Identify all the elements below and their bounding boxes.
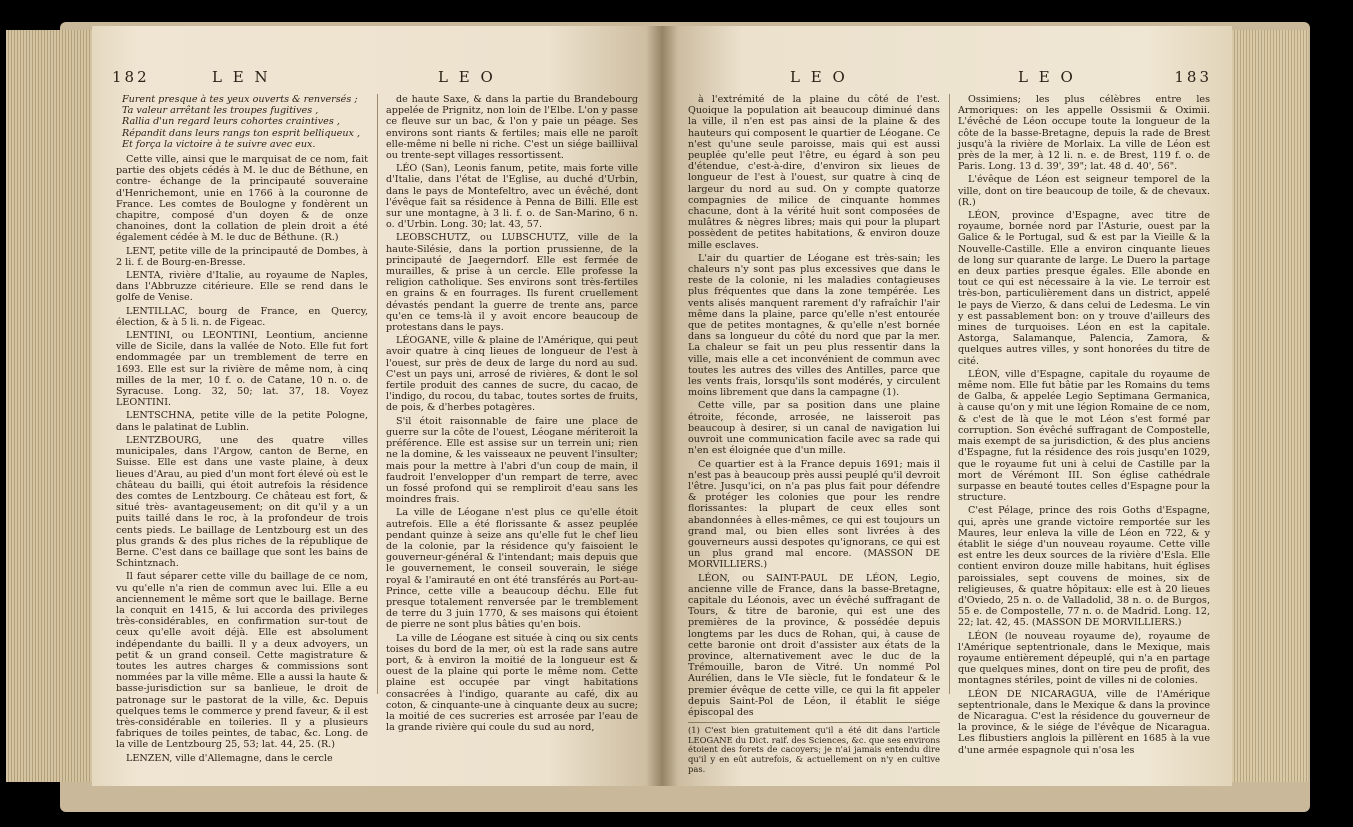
column-divider	[377, 94, 378, 694]
entry-leon-province: LÉON, province d'Espagne, avec titre de royaume, bornée nord par l'Asturie, ouest par la Galice & le Portugal, sud & est par la Vieille & la Nouvelle-Castille. Elle a environ cinquante lieues de long sur quarante de large. Le Duero la partage en deux parties presque égales. Elle abonde en tout ce qui est nécessaire à la vie. Le terroir est très-bon, particulièrement dans un district, appelé le pays de Vierzo, & dans celui de Ledesma. Le vin y est passablement bon: on y trouve d'ailleurs des mines de turquoises. Léon en est la capitale. Astorga, Salamanque, Palencia, Zamora, & quelques autres villes, y sont honorées du titre de cité.	[958, 210, 1210, 367]
paragraph: Cette ville, par sa position dans une plaine étroite, féconde, arrosée, ne laisseroit pas beaucoup à desirer, si un canal de navigation lui ouvroit une communication facile avec sa rade qui n'en est éloignée que d'un mille.	[688, 400, 940, 457]
paragraph: L'air du quartier de Léogane est très-sain; les chaleurs n'y sont pas plus excessives que dans le reste de la colonie, ni les maladies contagieuses plus fréquentes que dans la zone tempérée. Les vents alisés manquent rarement d'y rafraîchir l'air même dans la plaine, parce qu'elle n'est entourée que de petites montagnes, & qu'elle n'est bornée dans sa longueur du côté du nord que par la mer. La chaleur se fait un peu plus ressentir dans la ville, mais elle a cet inconvénient de commun avec toutes les autres des villes des Antilles, parce que les vents frais, lorsqu'ils sont modérés, y circulent moins librement que dans la campagne (1).	[688, 252, 940, 399]
right-column-a	[688, 94, 940, 774]
left-page	[92, 26, 662, 786]
entry-lentzbourg: LENTZBOURG, une des quatre villes municipales, dans l'Argow, canton de Berne, en Suisse. Elle est dans une vaste plaine, à deux lieues d'Arau, au pied d'un mont fort élevé où est le château du bailli, qui étoit autrefois la résidence des comtes de Lentzbourg. Ce château est fort, & situé très- avantageusement; on dit qu'il y a un puits taillé dans le roc, à la profondeur de trois cents pieds. Le baillage de Lentzbourg est un des plus grands & des plus riches de la république de Berne. C'est dans ce baillage que sont les bains de Schintznach.	[116, 434, 368, 570]
paragraph: Ossimiens; les plus célèbres entre les Armoriques: on les appelle Ossismii & Oximii. L'évêché de Léon occupe toute la longueur de la côte de la basse-Bretagne, depuis la rade de Brest jusqu'à la rivière de Morlaix. La ville de Léon est près de la mer, à 12 li. n. e. de Brest, 119 f. o. de Paris. Long. 13 d. 39', 39"; lat. 48 d. 40', 56".	[958, 94, 1210, 173]
entry-lentschna: LENTSCHNA, petite ville de la petite Pologne, dans le palatinat de Lublin.	[116, 410, 368, 433]
entry-lent: LENT, petite ville de la principauté de Dombes, à 2 li. f. de Bourg-en-Bresse.	[116, 245, 368, 268]
entry-leon-ville: LÉON, ville d'Espagne, capitale du royaume de même nom. Elle fut bâtie par les Romains du tems de Galba, & appelée Legio Septimana Germanica, à cause qu'on y mit une légion Romaine de ce nom, & c'est de là que le mot Léon s'est formé par corruption. Son évêché suffragant de Compostelle, mais exempt de sa jurisdiction, & des plus anciens d'Espagne, fut la résidence des rois jusqu'en 1029, que le royaume fut uni à celui de Castille par la mort de Vérémont III. Son église cathédrale surpasse en beauté toutes celles d'Espagne pour la structure.	[958, 368, 1210, 504]
entry-leon-de-nicaragua: LÉON DE NICARAGUA, ville de l'Amérique septentrionale, dans le Mexique & dans la province de Nicaragua. C'est la résidence du gouverneur de la province, & le siége de l'évêque de Nicaragua. Les flibustiers anglois la pillèrent en 1685 à la vue d'une armée espagnole qui n'osa les	[958, 688, 1210, 756]
paragraph: Ce quartier est à la France depuis 1691; mais il n'est pas à beaucoup près aussi peuplé qu'il devroit l'être. Jusqu'ici, on n'a pas plus fait pour défendre & protéger les colonies que pour les rendre florissantes: la plupart de ceux elles sont abandonnées à elles-mêmes, ce qui est toujours un grand mal, ou bien elles sont livrées à des gouverneurs aussi despotes qu'ignorans, ce qui est un plus grand mal encore. (MASSON DE MORVILLIERS.)	[688, 458, 941, 571]
entry-lentillac: LENTILLAC, bourg de France, en Quercy, élection, & à 5 li. n. de Figeac.	[116, 305, 368, 328]
paragraph: Il faut séparer cette ville du baillage de ce nom, vu qu'elle n'a rien de commun avec lui. Elle a eu anciennement le même sort que le baillage. Berne la conquit en 1415, & lui accorda des privileges très-considérables, en confirmation sur-tout de ceux qu'elle avoit déjà. Elle est absolument indépendante du bailli. Il y a deux advoyers, un petit & un grand conseil. Cette magistrature & toutes les autres charges & commissions sont nommées par la ville même. Elle a aussi la haute & basse-jurisdiction sur sa banlieue, le droit de patronage sur le pastorat de la ville, &c. Depuis quelques tems le commerce y prend faveur, & il est très-considérable en toileries. Il y a plusieurs fabriques de toiles peintes, de tabac, &c. Long. de la ville de Lentzbourg 25, 53; lat. 44, 25. (R.)	[116, 571, 368, 751]
footnote: (1) C'est bien gratuitement qu'il a été dit dans l'article LEOGANE du Dict. raif. des Sciences, &c. que ses environs étoient des forets de cacoyers; je n'ai jamais entendu dire qu'il y en eût autrefois, & actuellement on n'y en cultive pas.	[688, 722, 940, 774]
paragraph: à l'extrémité de la plaine du côté de l'est. Quoique la population ait beaucoup diminué dans la ville, il n'en est pas ainsi de la plaine & des hauteurs qui composent le quartier de Léogane. Ce n'est qu'une seule paroisse, mais qui est aussi peuplée qu'elle peut l'être, eu égard à son peu d'étendue, c'est-à-dire, d'environ six lieues de longueur de l'est à l'ouest, sur quatre à cinq de largeur du nord au sud. On y compte quatorze compagnies de milice de cinquante hommes chacune, dont à la vérité huit sont composées de mulâtres & nègres libres; mais qui pour la plupart possèdent de petites habitations, & environ douze mille esclaves.	[688, 94, 940, 251]
entry-lenzen: LENZEN, ville d'Allemagne, dans le cercle	[126, 752, 333, 764]
left-column-a	[116, 94, 368, 766]
paragraph: de haute Saxe, & dans la partie du Brandebourg appelée de Prignitz, non loin de l'Elbe. L'on y passe ce fleuve sur un bac, & l'on y paie un péage. Ses environs sont riants & fertiles; mais elle ne paroît elle-même ni belle ni riche. C'est un siége bailliival ou trente-sept villages ressortissent.	[386, 94, 638, 162]
verse-line: Répandit dans leurs rangs ton esprit belliqueux ,	[122, 127, 361, 139]
entry-leon-saint-paul: LÉON, ou SAINT-PAUL DE LÉON, Legio, ancienne ville de France, dans la basse-Bretagne, capitale du Léonois, avec un évêché suffragant de Tours, & titre de baronie, qui est une des premières de la province, & possédée depuis longtems par les ducs de Rohan, qui, à cause de cette baronie ont droit d'assister aux états de la province, alternativement avec le duc de la Trémouille, baron de Vitré. Un nommé Pol Aurélien, dans le VIe siècle, fut le fondateur & le premier évêque de cette ville, ce qui la fit appeler depuis Saint-Pol de Léon, il établit le siége épiscopal des	[688, 572, 940, 718]
verse-line: Et força la victoire à te suivre avec eux.	[122, 138, 316, 150]
entry-leobschutz: LEOBSCHUTZ, ou LUBSCHUTZ, ville de la haute-Silésie, dans la portion prussienne, de la principauté de Jaegerndorf. Elle est fermée de murailles, & prise à un cercle. Elle professe la religion catholique. Ses environs sont très-fertiles en grains & en fourrages. Ils furent cruellement dévastés pendant la guerre de trente ans, parce qu'en ce tems-là il y avoit encore beaucoup de protestans dans le pays.	[386, 232, 638, 334]
left-column-b	[386, 94, 638, 735]
poem-verse	[116, 94, 368, 150]
entry-leogane: LÉOGANE, ville & plaine de l'Amérique, qui peut avoir quatre à cinq lieues de longueur de l'est à l'ouest, sur près de deux de large du nord au sud. C'est un pays uni, arrosé de rivières, & dont le sol fertile produit des cannes de sucre, du cacao, de l'indigo, du rocou, du tabac, toutes sortes de fruits, de pois, & d'herbes potagères.	[386, 335, 638, 414]
verse-line: Furent presque à tes yeux ouverts & renversés ;	[122, 94, 358, 105]
right-page-header	[662, 68, 1232, 92]
left-columns	[92, 94, 662, 786]
paragraph: Cette ville, ainsi que le marquisat de ce nom, fait partie des objets cédés à M. le duc de Béthune, en contre- échange de la principauté souveraine d'Henrichemont, unie en 1766 à la couronne de France. Les comtes de Boulogne y fondèrent un chapitre, composé d'un doyen & de onze chanoines, dont la collation de plein droit a été également cédée à M. le duc de Béthune. (R.)	[116, 154, 368, 244]
column-divider	[949, 94, 950, 694]
verse-line: Rallia d'un regard leurs cohortes craintives ,	[122, 116, 340, 128]
right-page	[662, 26, 1232, 786]
verse-line: Ta valeur arrêtant les troupes fugitives ,	[122, 105, 319, 117]
book-gutter	[646, 26, 678, 786]
right-page-number: 183	[1174, 68, 1212, 86]
left-page-number: 182	[112, 68, 150, 86]
paragraph: C'est Pélage, prince des rois Goths d'Espagne, qui, après une grande victoire remportée sur les Maures, leur enleva la ville de Léon en 722, & y établit le siége d'un nouveau royaume. Cette ville est entre les deux sources de la rivière d'Esla. Elle contient environ douze mille habitans, huit églises paroissiales, sept couvens de moines, six de religieuses, & quatre hôpitaux: elle est à 20 lieues d'Oviedo, 25 n. o. de Valladolid, 38 n. o. de Burgos, 55 e. de Compostelle, 77 n. o. de Madrid. Long. 12, 22; lat. 42, 45. (MASSON DE MORVILLIERS.)	[958, 505, 1210, 629]
entry-lenta: LENTA, rivière d'Italie, au royaume de Naples, dans l'Abbruzze citérieure. Elle se rend dans le golfe de Venise.	[116, 270, 368, 304]
paragraph: La ville de Léogane est située à cinq ou six cents toises du bord de la mer, où est la rade sans autre port, & à environ la moitié de la longueur est & ouest de la plaine qui porte le même nom. Cette plaine est occupée par vingt habitations consacrées à l'indigo, quarante au café, dix au coton, & cinquante-une à cinquante deux au sucre; la moitié de ces sucreries est arrosée par l'eau de la grande rivière qui coule du sud au nord,	[386, 632, 638, 734]
entry-lentini: LENTINI, ou LEONTINI, Leontium, ancienne ville de Sicile, dans la vallée de Noto. Elle fut fort endommagée par un tremblement de terre en 1693. Elle est sur la rivière de même nom, à cinq milles de la mer, 10 f. o. de Catane, 10 n. o. de Syracuse. Long. 32, 50; lat. 37, 18. Voyez LEONTINI.	[116, 330, 368, 409]
right-column-b	[958, 94, 1210, 758]
entry-leo-san: LÉO (San), Leonis fanum, petite, mais forte ville d'Italie, dans l'état de l'Eglise, au duché d'Urbin, dans le pays de Montefeltro, avec un évêché, dont l'évêque fait sa résidence à Penna de Billi. Elle est sur une montagne, à 3 li. f. o. de San-Marino, 6 n. o. d'Urbin. Long. 30; lat. 43, 57.	[386, 163, 638, 231]
right-columns	[662, 94, 1232, 786]
left-page-header	[92, 68, 662, 92]
paragraph: L'évêque de Léon est seigneur temporel de la ville, dont on tire beaucoup de toile, & de chevaux. (R.)	[958, 174, 1210, 208]
right-page-edges	[1232, 30, 1308, 782]
right-header-word-2: L E O	[1018, 68, 1076, 86]
left-page-edges	[6, 30, 92, 782]
entry-leon-nouveau-royaume: LÉON (le nouveau royaume de), royaume de l'Amérique septentrionale, dans le Mexique, mais royaume entièrement dépeuplé, qui n'a en partage que quelques mines, dont on tire peu de profit, des montagnes stériles, point de villes ni de colonies.	[958, 630, 1210, 687]
paragraph: S'il étoit raisonnable de faire une place de guerre sur la côte de l'ouest, Léogane mériteroit la préférence. Elle est assise sur un terrein uni; rien ne la domine, & les vaisseaux ne peuvent l'insulter; mais pour la mettre à l'abri d'un coup de main, il faudroit l'envelopper d'un rempart de terre, avec un fossé profond qui se rempliroit d'eau sans les moindres frais.	[386, 415, 638, 506]
right-header-word-1: L E O	[790, 68, 848, 86]
left-header-word-2: L E O	[438, 68, 496, 86]
left-header-word-1: L E N	[212, 68, 271, 86]
paragraph: La ville de Léogane n'est plus ce qu'elle étoit autrefois. Elle a été florissante & assez peuplée pendant quinze à seize ans qu'elle fut le chef lieu de la colonie, par la résidence qu'y faisoient le gouverneur-général & l'intendant; mais depuis que le gouvernement, le conseil souverain, le siége royal & l'amirauté en ont été transférés au Port-au-Prince, cette ville a beaucoup déchu. Elle fut presque totalement renversée par le tremblement de terre du 3 juin 1770, & ses maisons qui étoient de pierre ne sont plus bâties qu'en bois.	[386, 507, 638, 631]
